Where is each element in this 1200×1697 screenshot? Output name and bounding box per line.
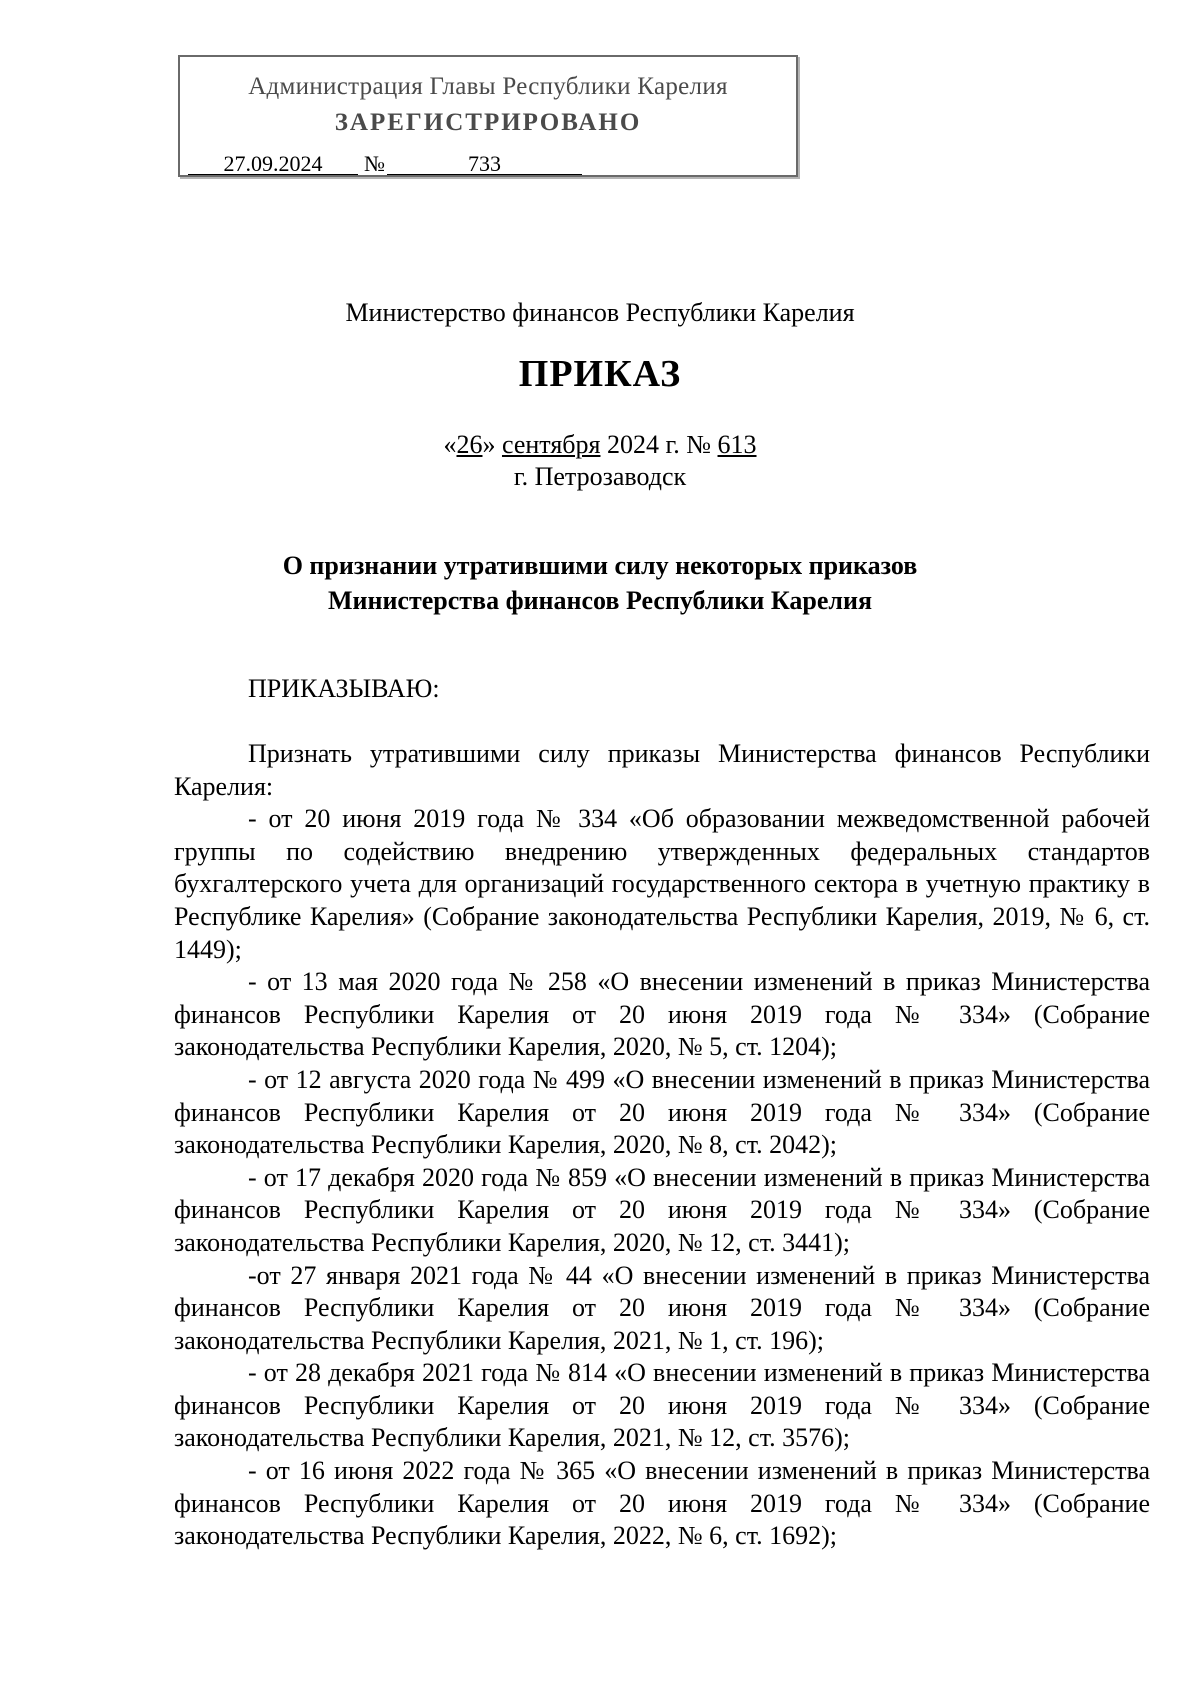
document-body bbox=[174, 738, 1150, 1553]
body-paragraph: - от 17 декабря 2020 года № 859 «О внесении изменений в приказ Министерства финансов Республики Карелия от 20 июня 2019 года № 334» (Собрание законодательства Республики Карелия, 2020, № 12, ст. 3441); bbox=[174, 1162, 1150, 1257]
body-paragraph: - от 12 августа 2020 года № 499 «О внесении изменений в приказ Министерства финансов Республики Карелия от 20 июня 2019 года № 334» (Собрание законодательства Республики Карелия, 2020, № 8, ст. 2042); bbox=[174, 1064, 1150, 1160]
stamp-date: 27.09.2024 bbox=[188, 154, 358, 175]
ministry-name: Министерство финансов Республики Карелия bbox=[345, 298, 855, 327]
stamp-registration-line bbox=[188, 151, 582, 177]
date-year: 2024 г. № bbox=[606, 430, 712, 459]
body-paragraph: -от 27 января 2021 года № 44 «О внесении изменений в приказ Министерства финансов Республики Карелия от 20 июня 2019 года № 334» (Собрание законодательства Республики Карелия, 2021, № 1, ст. 196); bbox=[174, 1260, 1150, 1355]
order-date-line bbox=[0, 430, 1200, 460]
body-paragraph: - от 20 июня 2019 года № 334 «Об образовании межведомственной рабочей группы по содействию внедрению утвержденных федеральных стандартов бухгалтерского учета для организаций государственного сектора в учетную практику в Республике Карелия» (Собрание законодательства Республики Карелия, 2019, № 6, ст. 1449); bbox=[174, 804, 1150, 964]
document-title: О признании утратившими силу некоторых приказов Министерства финансов Республики Карелия bbox=[282, 551, 918, 615]
document-type: ПРИКАЗ bbox=[518, 353, 682, 395]
order-number: 613 bbox=[717, 430, 757, 459]
date-day: 26 bbox=[456, 430, 483, 459]
date-open-quote: « bbox=[443, 430, 457, 459]
body-paragraph: - от 13 мая 2020 года № 258 «О внесении изменений в приказ Министерства финансов Республики Карелия от 20 июня 2019 года № 334» (Собрание законодательства Республики Карелия, 2020, № 5, ст. 1204); bbox=[174, 967, 1150, 1062]
stamp-number-label: № bbox=[364, 151, 385, 176]
stamp-number: 733 bbox=[387, 154, 582, 175]
body-paragraph: - от 28 декабря 2021 года № 814 «О внесении изменений в приказ Министерства финансов Республики Карелия от 20 июня 2019 года № 334» (Собрание законодательства Республики Карелия, 2021, № 12, ст. 3576); bbox=[174, 1358, 1150, 1453]
stamp-authority: Администрация Главы Республики Карелия bbox=[248, 73, 728, 100]
body-paragraph: Признать утратившими силу приказы Министерства финансов Республики Карелия: bbox=[174, 739, 1150, 801]
city: г. Петрозаводск bbox=[513, 462, 687, 491]
registration-stamp bbox=[178, 55, 798, 177]
date-month: сентября bbox=[501, 430, 601, 459]
order-word: ПРИКАЗЫВАЮ: bbox=[248, 674, 440, 703]
stamp-registered-label: ЗАРЕГИСТРИРОВАНО bbox=[334, 109, 642, 136]
date-close-quote: » bbox=[482, 430, 496, 459]
body-paragraph: - от 16 июня 2022 года № 365 «О внесении изменений в приказ Министерства финансов Республики Карелия от 20 июня 2019 года № 334» (Собрание законодательства Республики Карелия, 2022, № 6, ст. 1692); bbox=[174, 1456, 1150, 1551]
